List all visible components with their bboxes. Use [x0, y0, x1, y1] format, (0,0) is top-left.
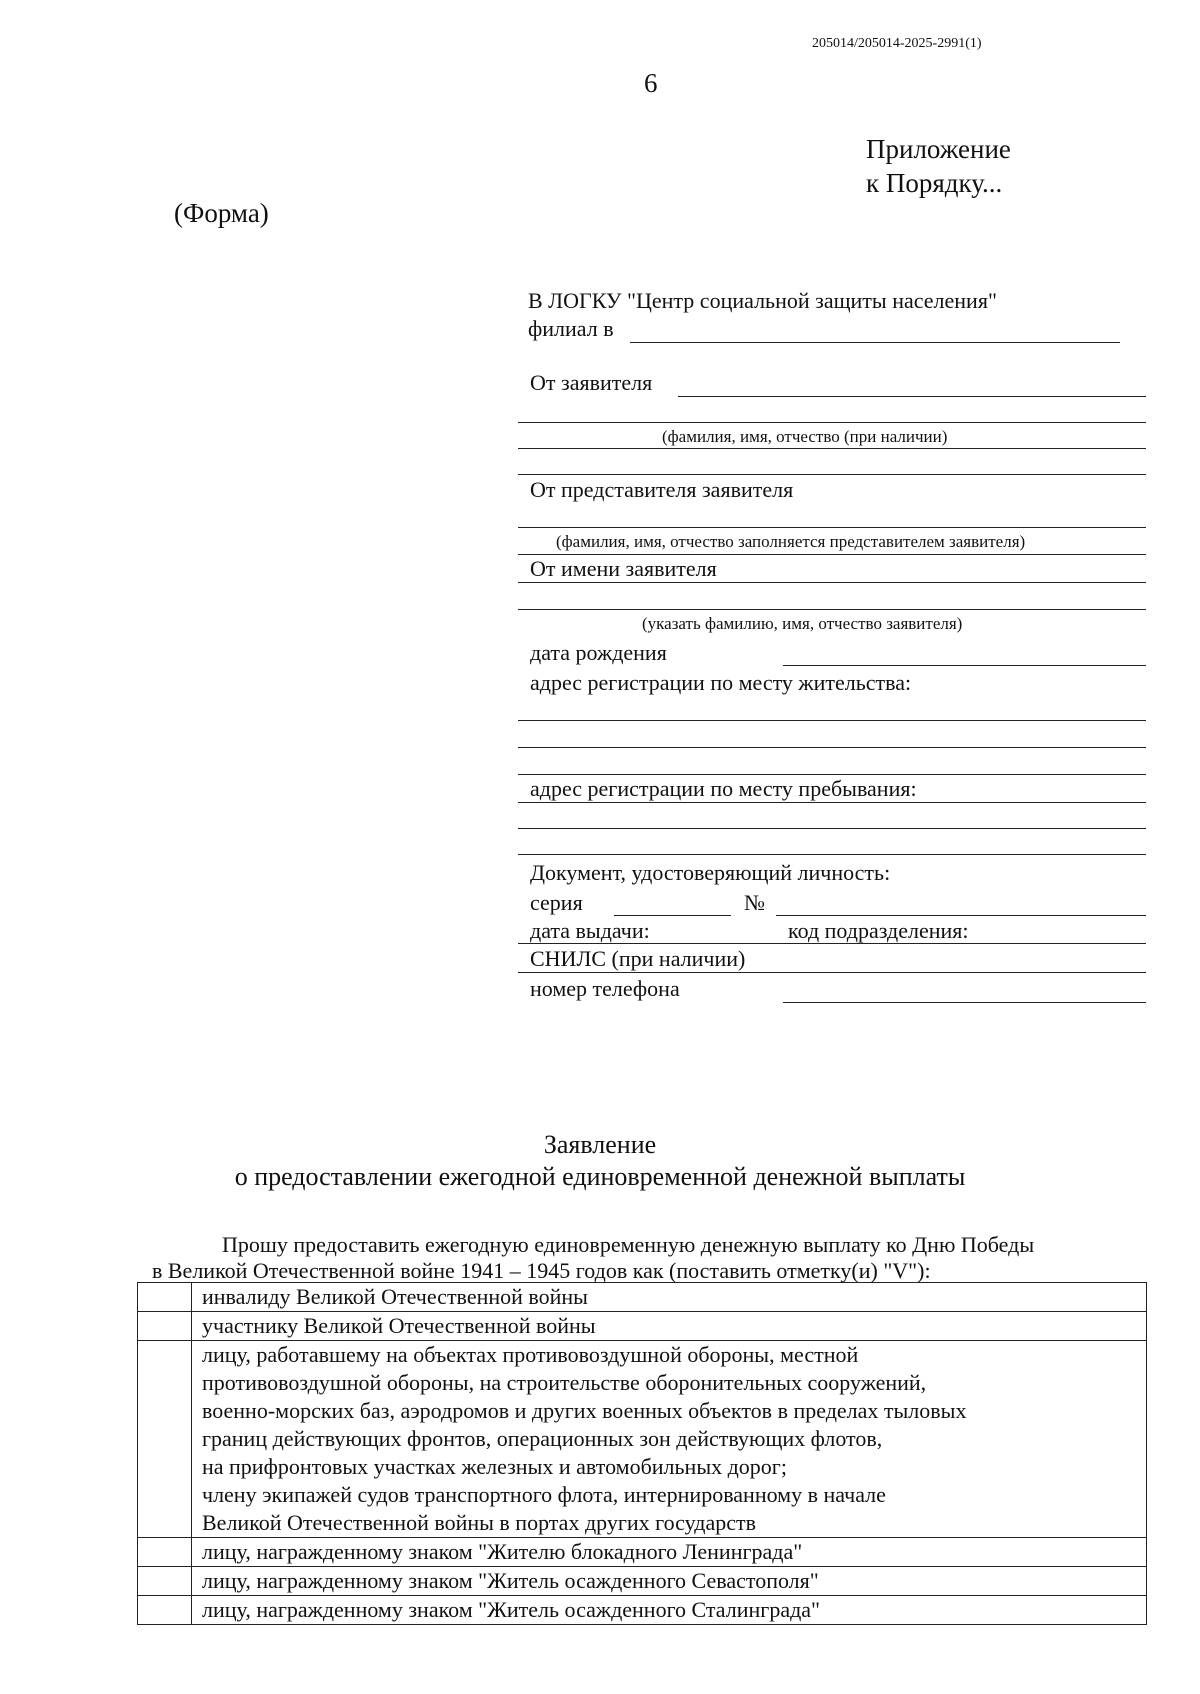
number-label: № [744, 890, 765, 915]
option-checkbox-cell[interactable] [138, 1312, 192, 1341]
option-text [192, 1312, 1147, 1341]
option-row [138, 1538, 1147, 1567]
department-code-label: код подразделения: [788, 918, 969, 943]
stay-address-field-3[interactable] [518, 854, 1146, 855]
residence-address-label: адрес регистрации по месту жительства: [530, 670, 912, 695]
option-row [138, 1596, 1147, 1625]
option-text [192, 1341, 1147, 1538]
on-behalf-caption: (указать фамилию, имя, отчество заявителя) [642, 614, 963, 633]
applicant-name-field-1[interactable] [678, 396, 1146, 397]
stay-address-field-2[interactable] [518, 828, 1146, 829]
snils-field[interactable] [518, 972, 1146, 973]
option-row [138, 1341, 1147, 1538]
id-document-label: Документ, удостоверяющий личность: [530, 860, 891, 885]
appendix-reference [866, 132, 1011, 200]
on-behalf-label: От имени заявителя [530, 556, 717, 581]
applicant-name-field-2[interactable] [518, 422, 1146, 423]
option-text-line: военно-морских баз, аэродромов и других военных объектов в пределах тыловых [202, 1398, 967, 1423]
divider [518, 474, 1146, 475]
applicant-name-field-3[interactable] [518, 448, 1146, 449]
option-text [192, 1538, 1147, 1567]
document-id: 205014/205014-2025-2991(1) [812, 36, 982, 51]
option-row [138, 1283, 1147, 1312]
stay-address-label: адрес регистрации по месту пребывания: [530, 776, 917, 801]
option-text [192, 1596, 1147, 1625]
phone-field[interactable] [783, 1002, 1146, 1003]
from-applicant-label: От заявителя [530, 370, 653, 395]
option-text-line: лицу, награжденному знаком "Житель осажденного Севастополя" [202, 1568, 819, 1593]
on-behalf-field-1[interactable] [518, 582, 1146, 583]
appendix-line-2: к Порядку... [866, 168, 1003, 198]
option-checkbox-cell[interactable] [138, 1283, 192, 1312]
statement-title: Заявление [543, 1130, 657, 1159]
option-text-line: лицу, работавшему на объектах противовоздушной обороны, местной [202, 1342, 859, 1367]
option-text-line: противовоздушной обороны, на строительстве оборонительных сооружений, [202, 1370, 927, 1395]
series-field[interactable] [614, 915, 731, 916]
option-checkbox-cell[interactable] [138, 1596, 192, 1625]
birth-date-label: дата рождения [530, 640, 667, 665]
snils-label: СНИЛС (при наличии) [530, 946, 746, 971]
phone-label: номер телефона [530, 976, 680, 1001]
options-table-body [138, 1283, 1147, 1625]
series-label: серия [530, 890, 583, 915]
residence-address-field-1[interactable] [518, 720, 1146, 721]
form-label: (Форма) [174, 198, 269, 228]
branch-field[interactable] [630, 342, 1120, 343]
option-text-line: члену экипажей судов транспортного флота, интернированному в начале [202, 1482, 886, 1507]
option-text-line: участнику Великой Отечественной войны [202, 1313, 596, 1338]
on-behalf-field-2[interactable] [518, 609, 1146, 610]
applicant-caption: (фамилия, имя, отчество (при наличии) [662, 427, 948, 446]
page-number: 6 [644, 68, 658, 98]
branch-label: филиал в [528, 316, 614, 341]
number-field[interactable] [776, 915, 1146, 916]
option-text-line: на прифронтовых участках железных и автомобильных дорог; [202, 1454, 787, 1479]
from-representative-label: От представителя заявителя [530, 477, 794, 502]
option-text-line: лицу, награжденному знаком "Жителю блокадного Ленинграда" [202, 1539, 803, 1564]
option-row [138, 1567, 1147, 1596]
representative-caption: (фамилия, имя, отчество заполняется представителем заявителя) [556, 532, 1026, 551]
option-text [192, 1567, 1147, 1596]
options-table [137, 1282, 1147, 1625]
appendix-line-1: Приложение [866, 134, 1011, 164]
intro-line-2: в Великой Отечественной войне 1941 – 1945 годов как (поставить отметку(и) "V"): [152, 1258, 931, 1283]
option-checkbox-cell[interactable] [138, 1567, 192, 1596]
statement-subtitle: о предоставлении ежегодной единовременной денежной выплаты [234, 1162, 966, 1191]
option-text [192, 1283, 1147, 1312]
issue-date-label: дата выдачи: [530, 918, 650, 943]
option-checkbox-cell[interactable] [138, 1538, 192, 1567]
stay-address-field-1[interactable] [518, 802, 1146, 803]
option-text-line: границ действующих фронтов, операционных зон действующих флотов, [202, 1426, 883, 1451]
option-row [138, 1312, 1147, 1341]
birth-date-field[interactable] [783, 665, 1146, 666]
representative-caption-line [518, 554, 1146, 555]
option-checkbox-cell[interactable] [138, 1341, 192, 1538]
residence-address-field-3[interactable] [518, 774, 1146, 775]
intro-line-1: Прошу предоставить ежегодную единовременную денежную выплату ко Дню Победы [222, 1232, 1035, 1257]
issue-date-field[interactable] [518, 943, 1146, 944]
addressee-line: В ЛОГКУ "Центр социальной защиты населения" [528, 288, 997, 313]
option-text-line: Великой Отечественной войны в портах других государств [202, 1510, 756, 1535]
option-text-line: инвалиду Великой Отечественной войны [202, 1284, 588, 1309]
option-text-line: лицу, награжденному знаком "Житель осажденного Сталинграда" [202, 1597, 821, 1622]
representative-name-field[interactable] [518, 527, 1146, 528]
residence-address-field-2[interactable] [518, 747, 1146, 748]
